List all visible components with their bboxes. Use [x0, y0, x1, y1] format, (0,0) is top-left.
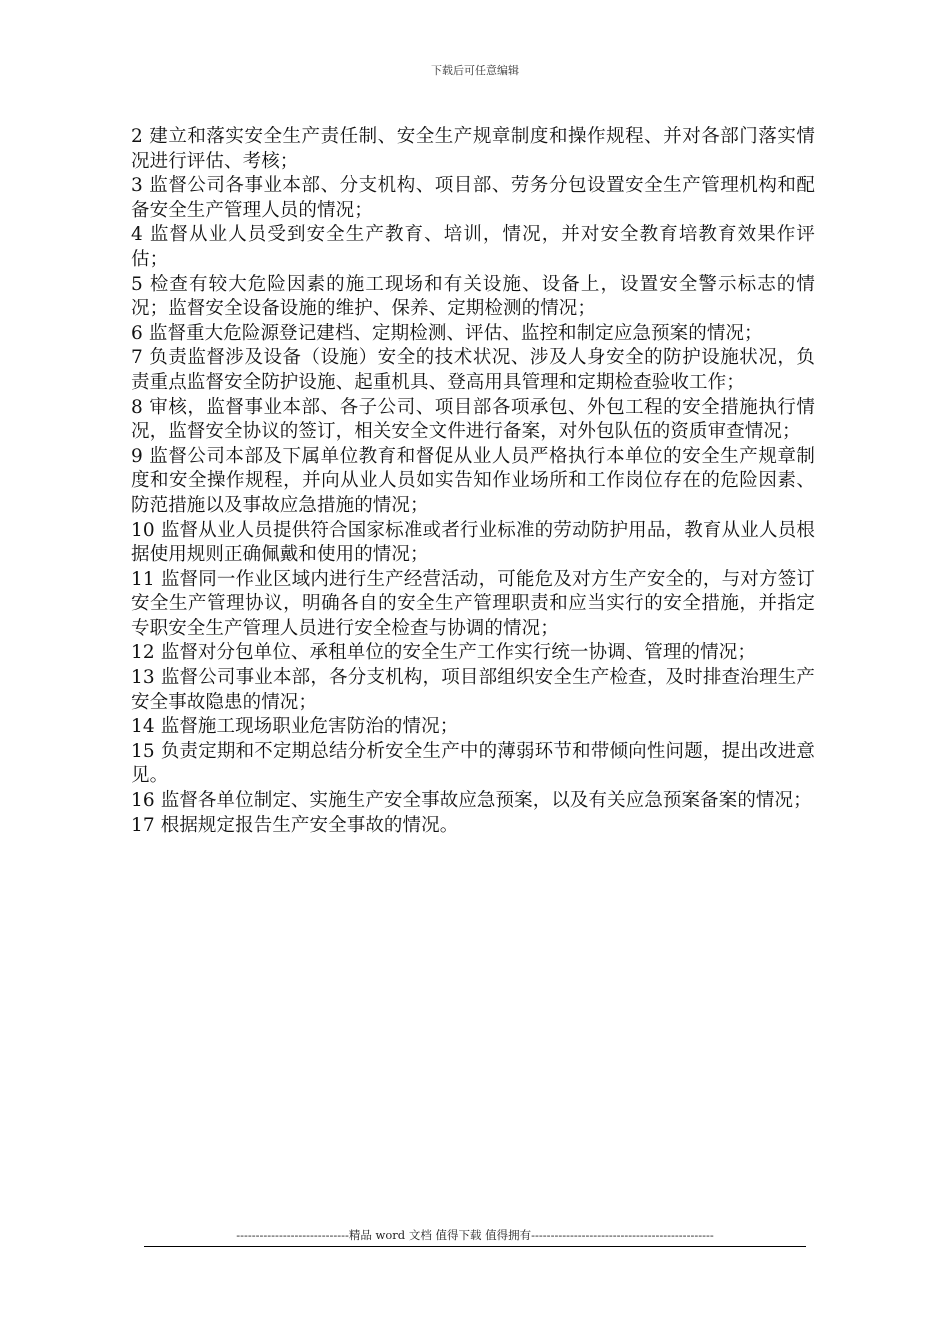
list-item: 8 审核，监督事业本部、各子公司、项目部各项承包、外包工程的安全措施执行情况，监督安全协议的签订，相关安全文件进行备案，对外包队伍的资质审查情况；	[131, 396, 815, 443]
list-item: 12 监督对分包单位、承租单位的安全生产工作实行统一协调、管理的情况；	[131, 642, 756, 664]
list-item: 14 监督施工现场职业危害防治的情况；	[131, 716, 459, 738]
list-item: 15 负责定期和不定期总结分析安全生产中的薄弱环节和带倾向性问题，提出改进意见。	[131, 740, 815, 787]
list-item: 2 建立和落实安全生产责任制、安全生产规章制度和操作规程、并对各部门落实情况进行评估、考核；	[131, 126, 815, 172]
list-item: 9 监督公司本部及下属单位教育和督促从业人员严格执行本单位的安全生产规章制度和安全操作规程，并向从业人员如实告知作业场所和工作岗位存在的危险因素、防范措施以及事故应急措施的情况；	[131, 445, 815, 516]
list-item: 7 负责监督涉及设备（设施）安全的技术状况、涉及人身安全的防护设施状况，负责重点监督安全防护设施、起重机具、登高用具管理和定期检查验收工作；	[131, 347, 815, 393]
list-item: 10 监督从业人员提供符合国家标准或者行业标准的劳动防护用品，教育从业人员根据使用规则正确佩戴和使用的情况；	[131, 519, 815, 566]
list-item: 3 监督公司各事业本部、分支机构、项目部、劳务分包设置安全生产管理机构和配备安全生产管理人员的情况；	[131, 175, 815, 221]
list-item: 4 监督从业人员受到安全生产教育、培训，情况，并对安全教育培教育效果作评估；	[131, 224, 815, 270]
list-item: 16 监督各单位制定、实施生产安全事故应急预案，以及有关应急预案备案的情况；	[131, 790, 812, 812]
list-item: 13 监督公司事业本部，各分支机构，项目部组织安全生产检查，及时排查治理生产安全事故隐患的情况；	[131, 667, 815, 713]
list-item: 11 监督同一作业区域内进行生产经营活动，可能危及对方生产安全的，与对方签订安全生产管理协议，明确各自的安全生产管理职责和应当实行的安全措施，并指定专职安全生产管理人员进行安全检查与协调的情况；	[131, 568, 815, 639]
document-body	[131, 125, 815, 838]
list-item: 5 检查有较大危险因素的施工现场和有关设施、设备上，设置安全警示标志的情况；监督安全设备设施的维护、保养、定期检测的情况；	[131, 273, 815, 320]
list-item: 6 监督重大危险源登记建档、定期检测、评估、监控和制定应急预案的情况；	[131, 322, 763, 344]
list-item: 17 根据规定报告生产安全事故的情况。	[131, 814, 459, 836]
page-header: 下载后可任意编辑	[431, 64, 519, 77]
footer-divider	[144, 1246, 806, 1247]
page-footer: -----------------------------精品 word 文档 值得下载 值得拥有-----------------------------------------------	[236, 1228, 714, 1242]
